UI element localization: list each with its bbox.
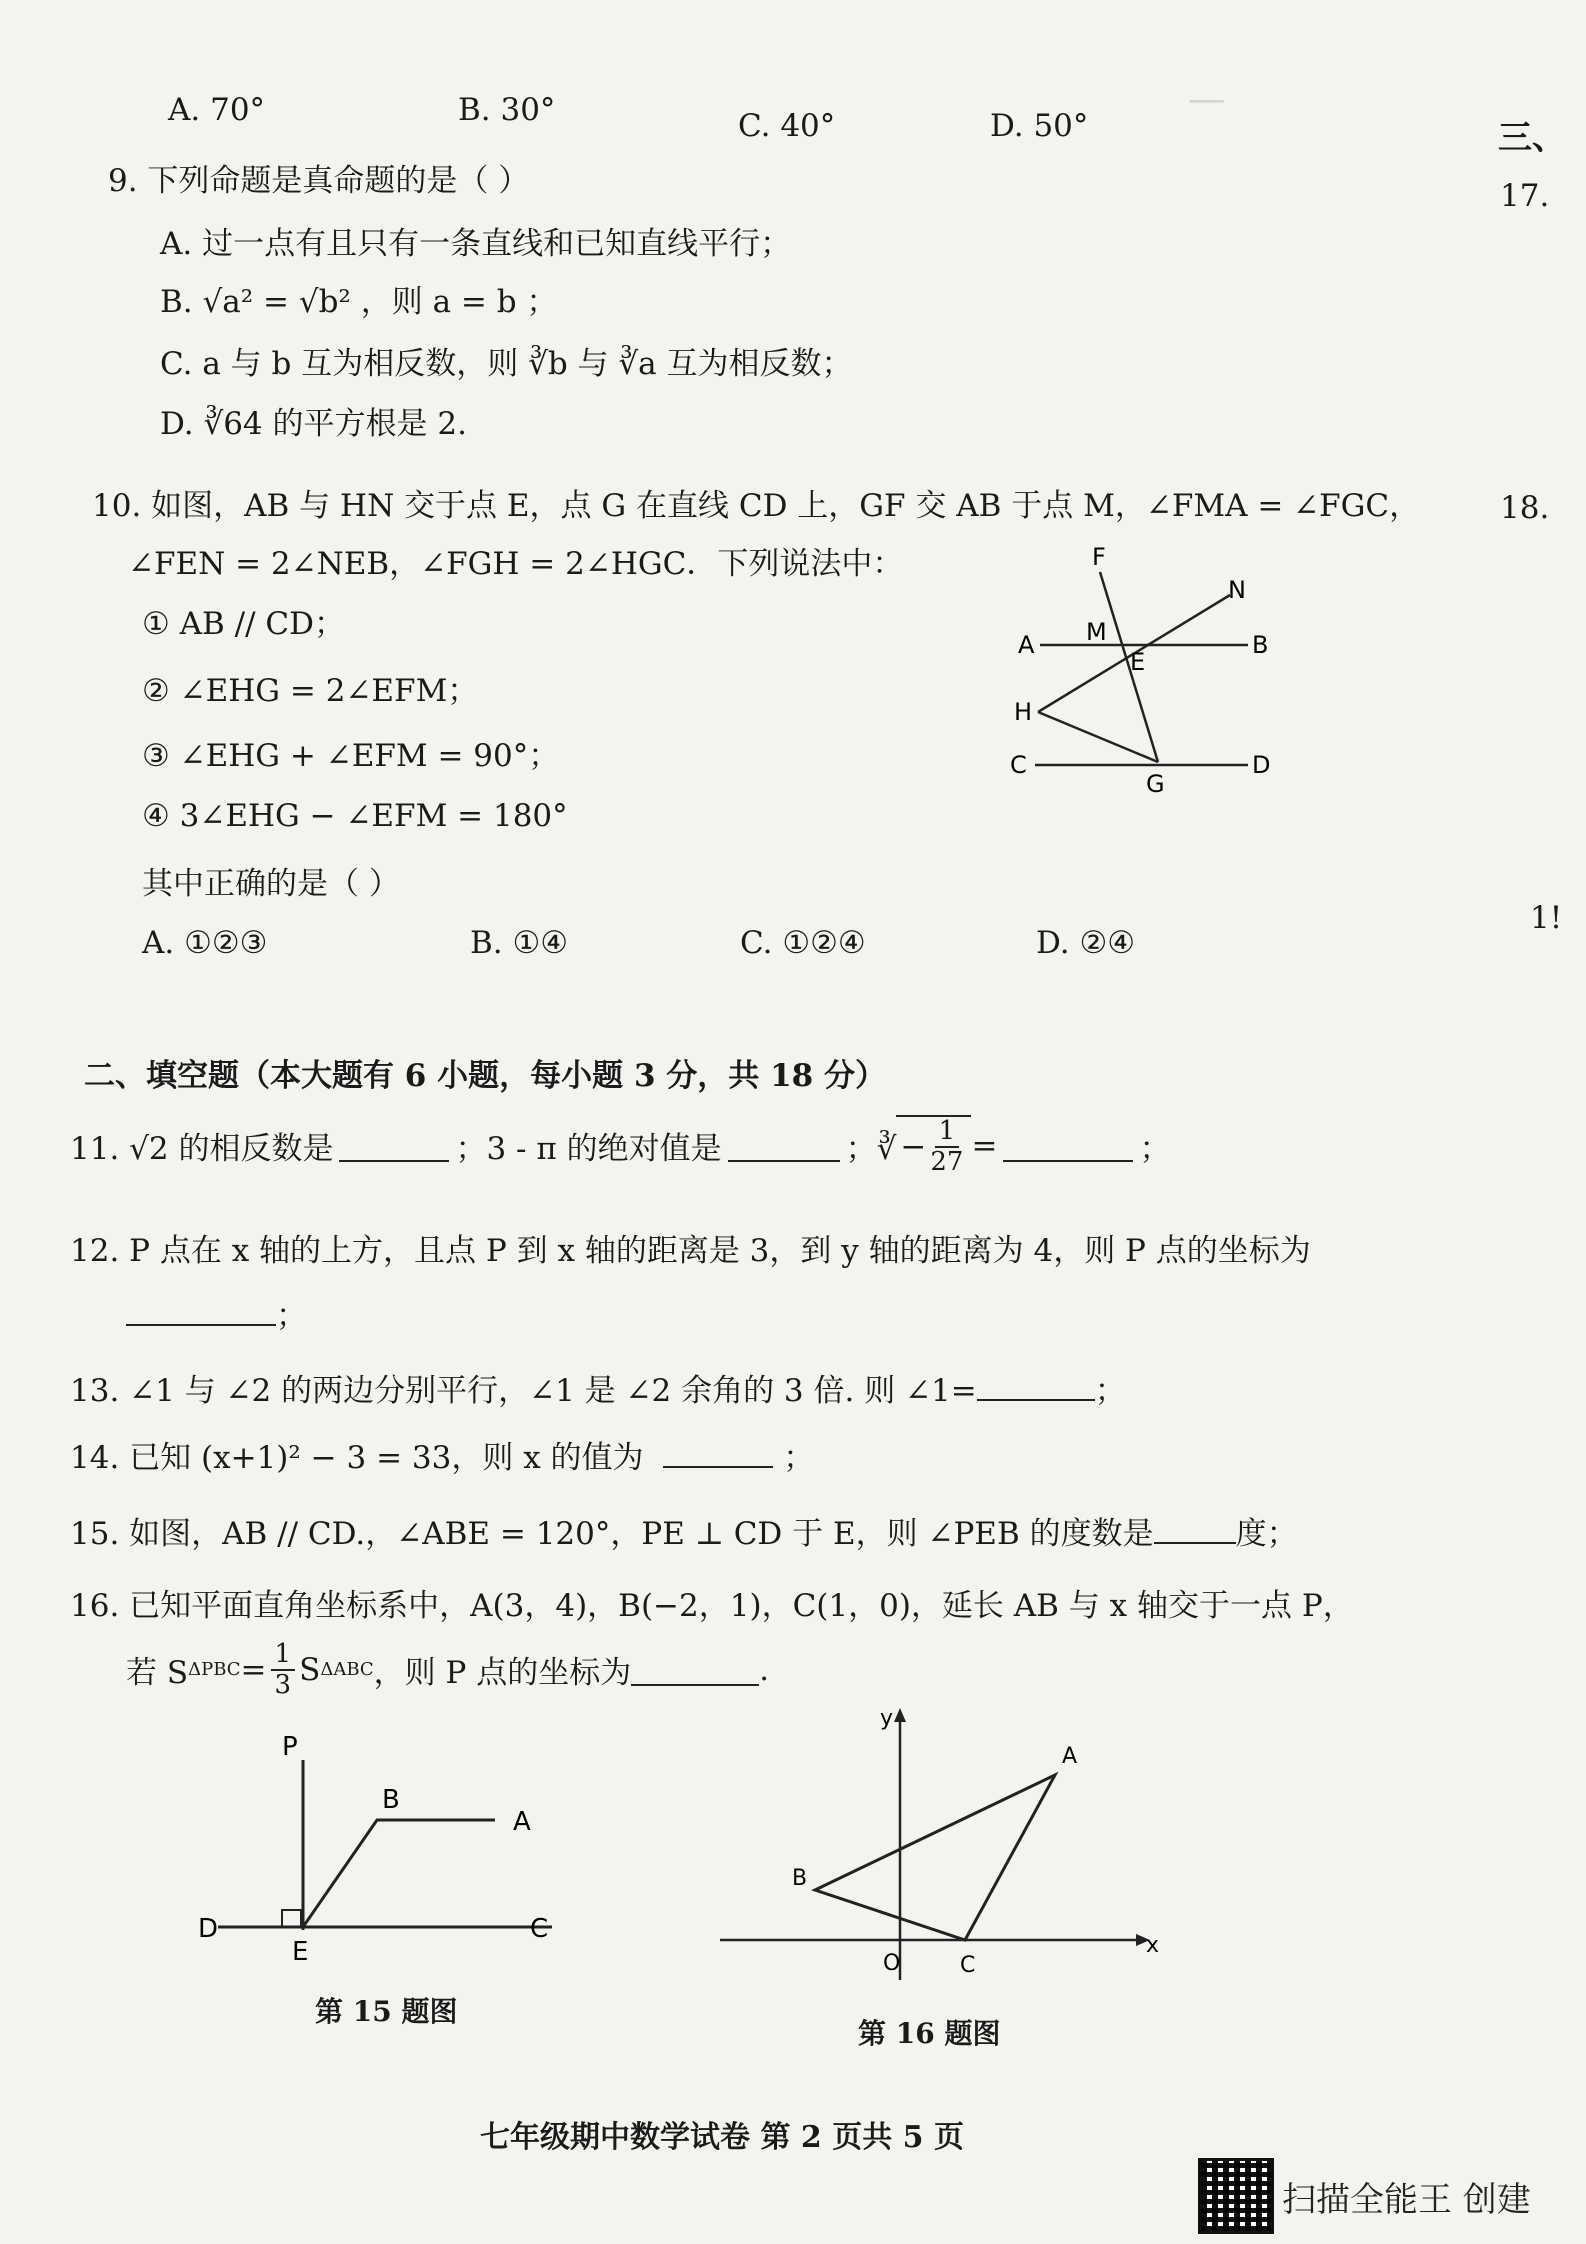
q16-s2: S	[299, 1651, 321, 1688]
q14	[70, 1432, 814, 1477]
fig15-label-b: B	[382, 1785, 400, 1815]
fig16-label-b: B	[792, 1866, 808, 1891]
q12-line2	[126, 1290, 307, 1335]
q12-end: ；	[276, 1298, 307, 1334]
fig15-label-c: C	[530, 1914, 549, 1944]
fig10-label-g: G	[1146, 770, 1165, 798]
q13-end: ；	[1094, 1373, 1126, 1409]
q11	[70, 1115, 1170, 1176]
fig16-label-o: O	[883, 1951, 901, 1976]
q16-line1: 16. 已知平面直角坐标系中，A(3，4)，B(−2，1)，C(1，0)，延长 AB 与 x 轴交于一点 P，	[70, 1588, 1354, 1624]
q16-line2	[126, 1640, 769, 1699]
q14-end: ；	[783, 1440, 815, 1476]
fig10-label-n: N	[1228, 576, 1246, 604]
side-q18-number: 18.	[1500, 490, 1550, 526]
q10-statement-2: ② ∠EHG = 2∠EFM；	[142, 673, 479, 709]
q15-text: 15. 如图，AB // CD.，∠ABE = 120°，PE ⊥ CD 于 E，则 ∠PEB 的度数是	[70, 1516, 1154, 1552]
q16-denominator: 3	[274, 1669, 292, 1700]
fig10-label-e: E	[1130, 648, 1146, 676]
fig16-label-x: x	[1146, 1933, 1160, 1958]
side-section-3: 三、	[1498, 118, 1566, 158]
q10-option-c: C. ①②④	[740, 925, 866, 961]
q15-end: 度；	[1235, 1516, 1298, 1552]
q10-ask: 其中正确的是（ ）	[142, 866, 400, 902]
q16-answer-blank[interactable]	[631, 1654, 759, 1686]
fig16-label-a: A	[1062, 1744, 1078, 1769]
qr-code-icon	[1198, 2158, 1274, 2234]
scanner-watermark: 扫描全能王 创建	[1282, 2180, 1531, 2220]
q16-fraction	[271, 1640, 296, 1699]
q12-line1: 12. P 点在 x 轴的上方，且点 P 到 x 轴的距离是 3，到 y 轴的距离为 4，则 P 点的坐标为	[70, 1233, 1311, 1269]
q9-option-d: D. ∛64 的平方根是 2.	[160, 406, 467, 442]
q16-sub-pbc: ΔPBC	[188, 1659, 241, 1681]
fig15-label-e: E	[292, 1937, 309, 1967]
fig10-label-b: B	[1252, 631, 1269, 659]
q11-part1: 11. √2 的相反数是	[70, 1131, 334, 1168]
q11-answer-blank-2[interactable]	[728, 1130, 840, 1162]
fig16	[710, 1700, 1170, 1990]
q11-denominator: 27	[930, 1146, 964, 1177]
q14-answer-blank[interactable]	[663, 1436, 773, 1468]
q10-statement-3: ③ ∠EHG + ∠EFM = 90°；	[142, 738, 560, 774]
q13-answer-blank[interactable]	[977, 1369, 1095, 1401]
q11-part3: ；∛	[845, 1131, 897, 1168]
q9-option-b: B. √a² = √b² ，则 a = b ；	[160, 284, 558, 320]
q11-part4: =	[971, 1127, 998, 1164]
fig10-label-f: F	[1092, 543, 1106, 571]
q13	[70, 1365, 1126, 1410]
fig15-label-d: D	[198, 1914, 219, 1944]
q11-answer-blank-1[interactable]	[339, 1130, 449, 1162]
q10-stem-line2: ∠FEN = 2∠NEB，∠FGH = 2∠HGC．下列说法中：	[128, 546, 904, 582]
fig16-label-c: C	[960, 1953, 976, 1978]
q10-stem-line1: 10. 如图，AB 与 HN 交于点 E，点 G 在直线 CD 上，GF 交 AB 于点 M，∠FMA = ∠FGC，	[92, 488, 1421, 524]
fig10-label-h: H	[1014, 698, 1033, 726]
q12-answer-blank[interactable]	[126, 1294, 276, 1326]
fig15-label-a: A	[513, 1807, 531, 1837]
q15-answer-blank[interactable]	[1154, 1512, 1236, 1544]
bleed-through-text: ──	[1190, 85, 1224, 118]
q10-option-a: A. ①②③	[142, 925, 268, 961]
q10-statement-1: ① AB // CD；	[142, 606, 345, 642]
fig16-caption: 第 16 题图	[858, 2017, 1001, 2050]
fig15-label-p: P	[282, 1732, 298, 1762]
fig10-label-m: M	[1086, 618, 1107, 646]
fig16-label-y: y	[880, 1706, 894, 1731]
page-footer: 七年级期中数学试卷 第 2 页共 5 页	[480, 2120, 964, 2155]
q9-option-a: A. 过一点有且只有一条直线和已知直线平行；	[160, 226, 792, 262]
q13-text: 13. ∠1 与 ∠2 的两边分别平行，∠1 是 ∠2 余角的 3 倍. 则 ∠1=	[70, 1373, 977, 1409]
side-q19-number: 1!	[1530, 900, 1563, 936]
q11-numerator: 1	[935, 1117, 960, 1148]
q16-pre: 若 S	[126, 1655, 189, 1692]
q9-stem: 9. 下列命题是真命题的是（ ）	[108, 163, 530, 199]
q11-radicand	[896, 1115, 971, 1176]
side-q17-number: 17.	[1500, 178, 1550, 214]
q8-option-b: B. 30°	[458, 92, 556, 128]
q11-fraction	[930, 1117, 963, 1176]
fig15	[190, 1730, 580, 1970]
fig10-label-a: A	[1018, 631, 1035, 659]
q10-statement-4: ④ 3∠EHG − ∠EFM = 180°	[142, 798, 568, 834]
q16-end: .	[759, 1651, 770, 1688]
q11-neg: −	[900, 1128, 927, 1165]
q10-figure	[990, 540, 1290, 800]
q9-option-c: C. a 与 b 互为相反数，则 ∛b 与 ∛a 互为相反数；	[160, 346, 853, 382]
q10-option-d: D. ②④	[1036, 925, 1136, 961]
q14-text: 14. 已知 (x+1)² − 3 = 33，则 x 的值为	[70, 1440, 644, 1476]
q8-option-d: D. 50°	[990, 108, 1089, 144]
q16-sub-abc: ΔABC	[320, 1659, 374, 1681]
section-2-heading: 二、填空题（本大题有 6 小题，每小题 3 分，共 18 分）	[84, 1058, 887, 1094]
q10-option-b: B. ①④	[470, 925, 569, 961]
fig15-caption: 第 15 题图	[315, 1995, 458, 2028]
q15	[70, 1508, 1298, 1553]
q8-option-a: A. 70°	[168, 92, 266, 128]
q11-part2: ；3 - π 的绝对值是	[455, 1131, 722, 1168]
fig10-label-c: C	[1010, 751, 1027, 779]
q11-part5: ；	[1139, 1131, 1171, 1168]
q16-numerator: 1	[271, 1640, 296, 1671]
q16-post: ，则 P 点的坐标为	[373, 1655, 632, 1692]
q16-eq: =	[240, 1651, 267, 1688]
q11-answer-blank-3[interactable]	[1003, 1130, 1133, 1162]
fig10-label-d: D	[1252, 751, 1271, 779]
q8-option-c: C. 40°	[738, 108, 836, 144]
